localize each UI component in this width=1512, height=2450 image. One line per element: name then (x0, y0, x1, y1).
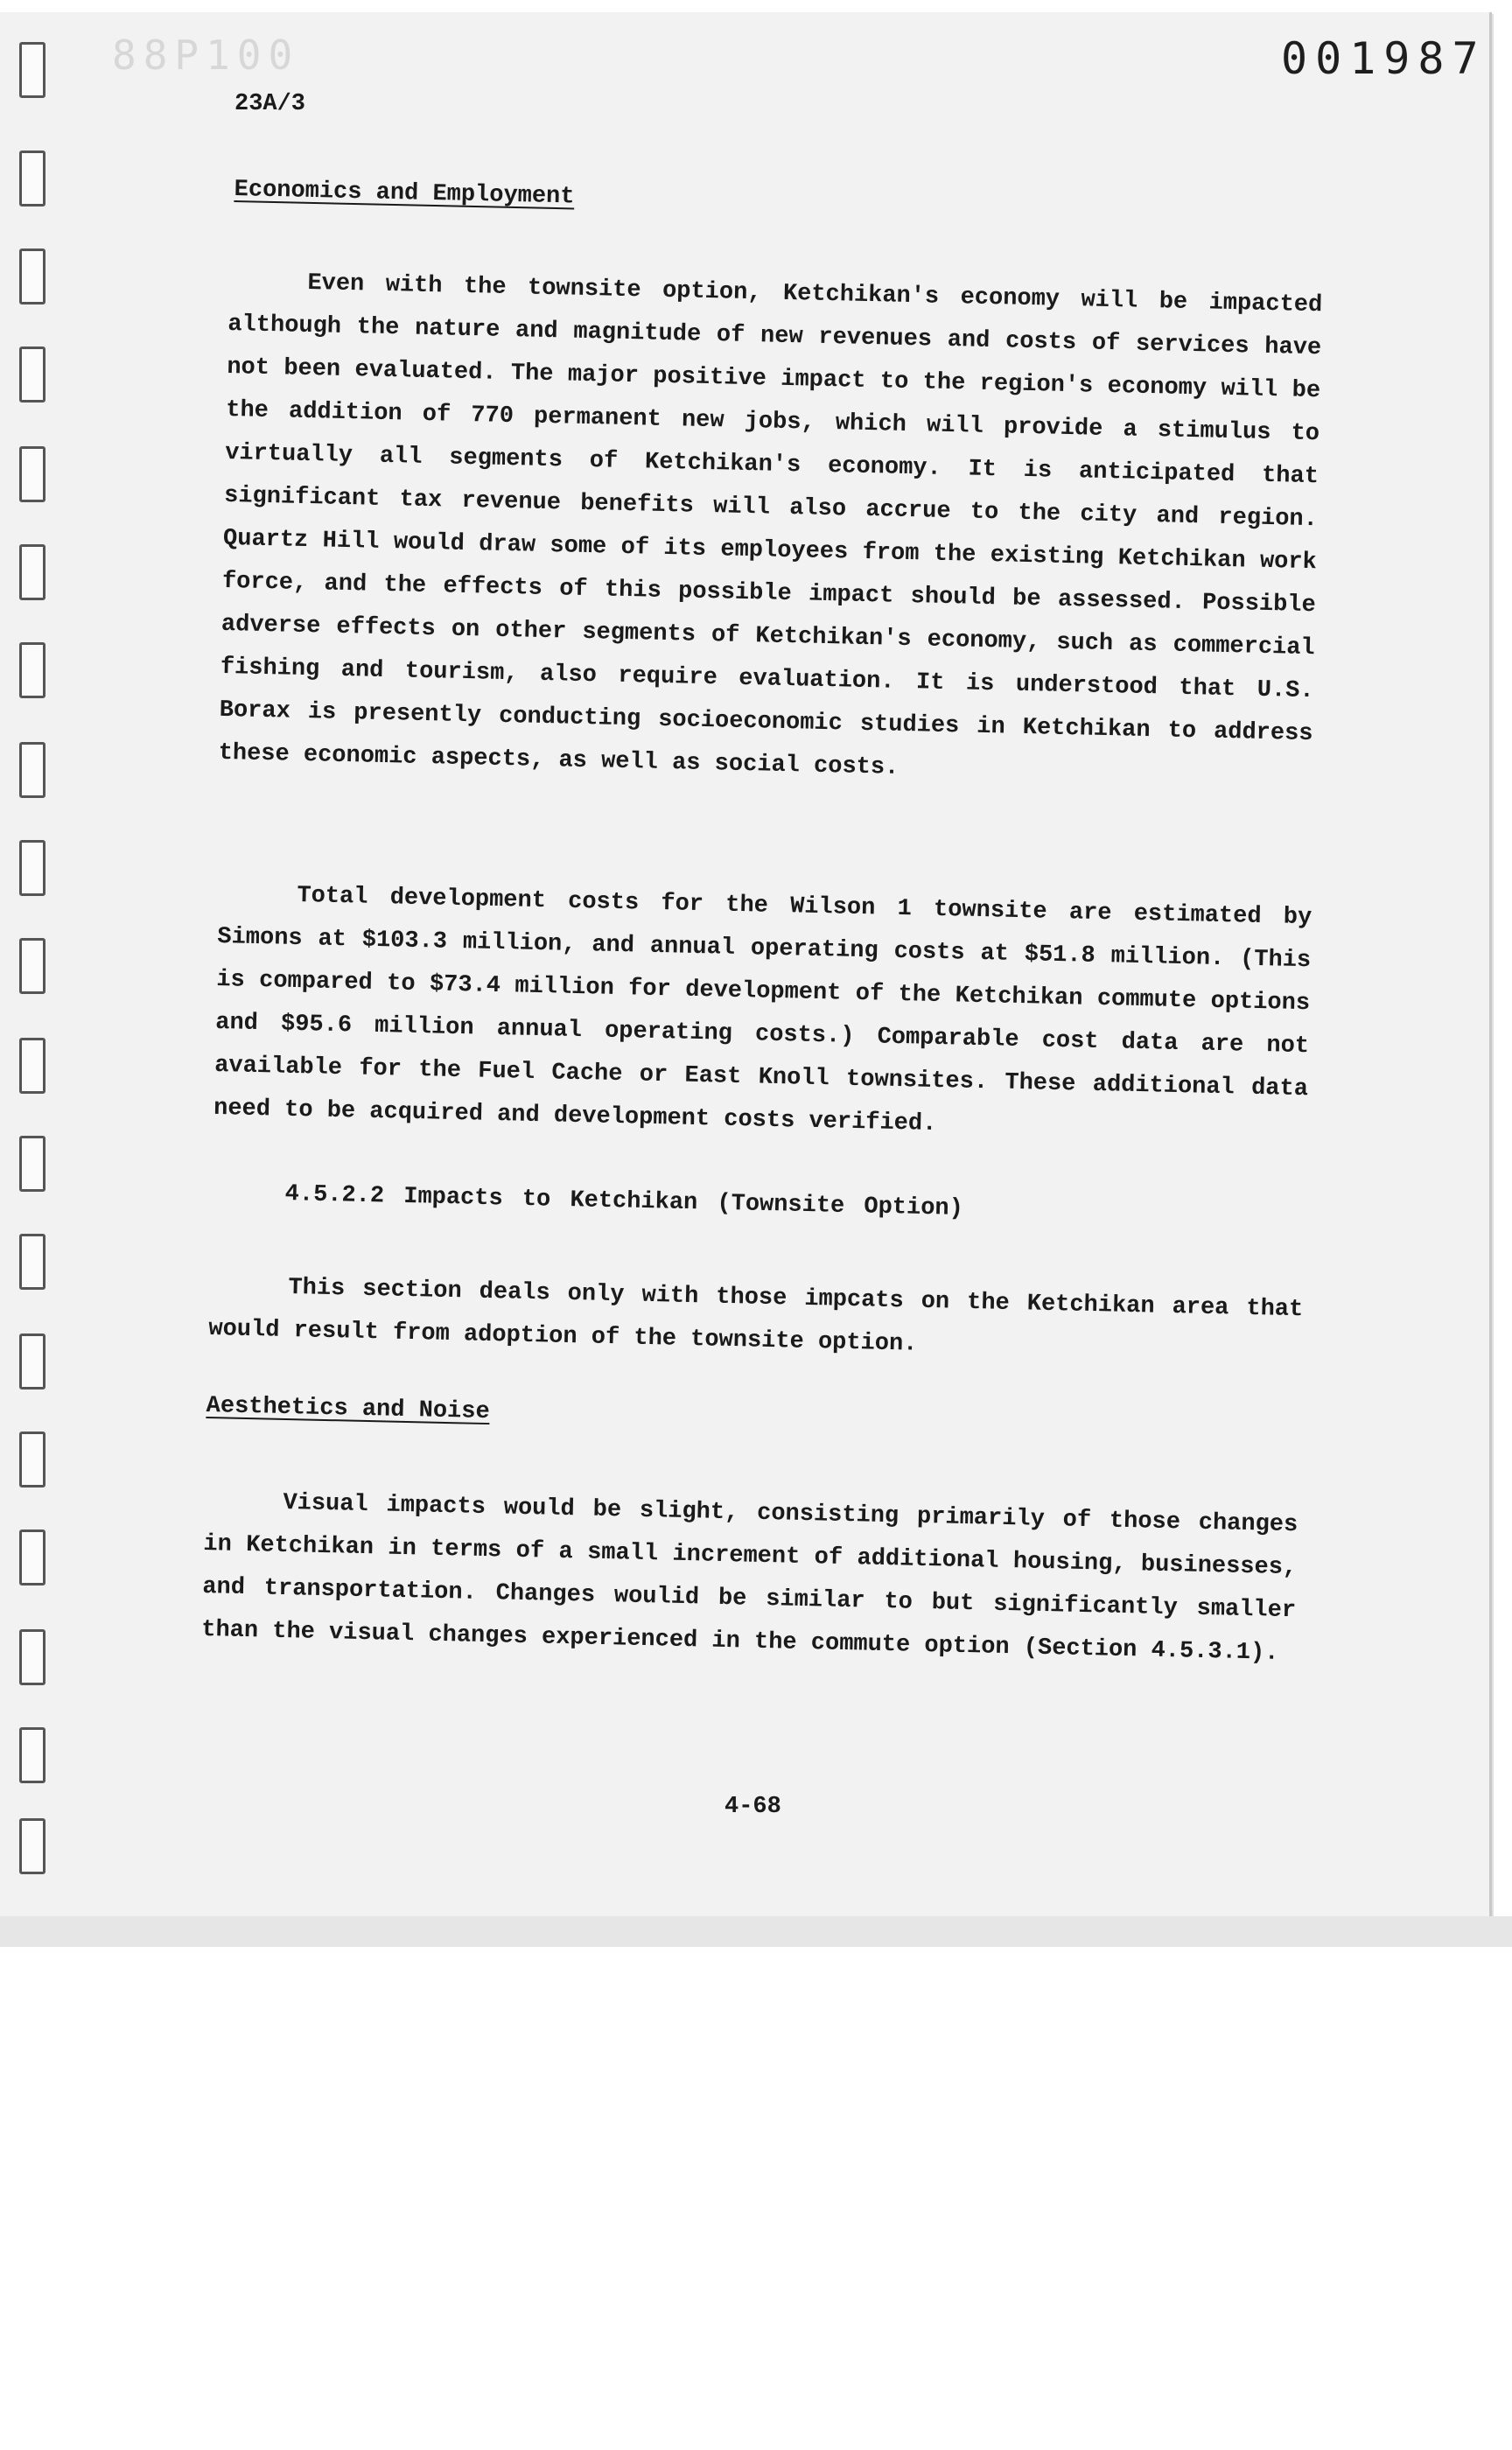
binder-holes (19, 42, 46, 1880)
document-number: 001987 (1281, 33, 1487, 84)
binder-hole (19, 42, 46, 98)
blank-area (0, 1947, 1512, 2450)
binder-hole (19, 1629, 46, 1685)
subsection-heading: 4.5.2.2 Impacts to Ketchikan (Townsite Option) (284, 1181, 964, 1222)
document-id: 23A/3 (234, 91, 306, 117)
binder-hole (19, 938, 46, 994)
binder-hole (19, 446, 46, 502)
economics-paragraph-1: Even with the townsite option, Ketchikan's economy will be impacted although the nature and magnitude of new revenues and costs of services have not been evaluated. The major positive impact to the region's economy will be the addition of 770 permanent new jobs, which will provide a stimulus to virtually all segments of Ketchikan's economy. It is anticipated that significant tax revenue benefits will also accrue to the city and region. Quartz Hill would draw some of its employees from the existing Ketchikan work force, and the effects of this possible impact should be assessed. Possible adverse effects on other segments of Ketchikan's economy, such as commercial fishing and tourism, also require evaluation. It is understood that U.S. Borax is presently conducting socioeconomic studies in Ketchikan to address these economic aspects, as well as social costs. (218, 270, 1323, 781)
faint-stamp-number: 88P100 (112, 32, 300, 79)
binder-hole (19, 1530, 46, 1586)
binder-hole (19, 1038, 46, 1094)
economics-paragraph-2: Total development costs for the Wilson 1 townsite are estimated by Simons at $103.3 million, and annual operating costs at $51.8 million. (This is compared to $73.4 million for development of the Ketchikan commute options and $95.6 million annual operating costs.) Comparable cost data are not available for the Fuel Cache or East Knoll townsites. These additional data need to be acquired and development costs verified. (213, 882, 1312, 1138)
binder-hole (19, 1334, 46, 1390)
binder-hole (19, 1234, 46, 1290)
binder-hole (19, 1727, 46, 1783)
binder-hole (19, 150, 46, 206)
subsection-paragraph: This section deals only with those impcats on the Ketchikan area that would result from adoption of the townsite option. (208, 1274, 1304, 1358)
section-heading-aesthetics: Aesthetics and Noise (206, 1393, 490, 1426)
binder-hole (19, 840, 46, 896)
binder-hole (19, 346, 46, 402)
scan-edge-band (0, 1916, 1512, 1947)
binder-hole (19, 1818, 46, 1874)
aesthetics-paragraph: Visual impacts would be slight, consisting primarily of those changes in Ketchikan in terms of a small increment of additional housing, businesses, and transportation. Changes woulid be similar to but significantly smaller than the visual changes experienced in the commute option (Section 4.5.3.1). (200, 1489, 1298, 1667)
binder-hole (19, 248, 46, 304)
section-heading-economics: Economics and Employment (234, 177, 575, 211)
page-number: 4-68 (724, 1794, 781, 1820)
binder-hole (19, 1432, 46, 1488)
binder-hole (19, 642, 46, 698)
binder-hole (19, 742, 46, 798)
binder-hole (19, 1136, 46, 1192)
binder-hole (19, 544, 46, 600)
